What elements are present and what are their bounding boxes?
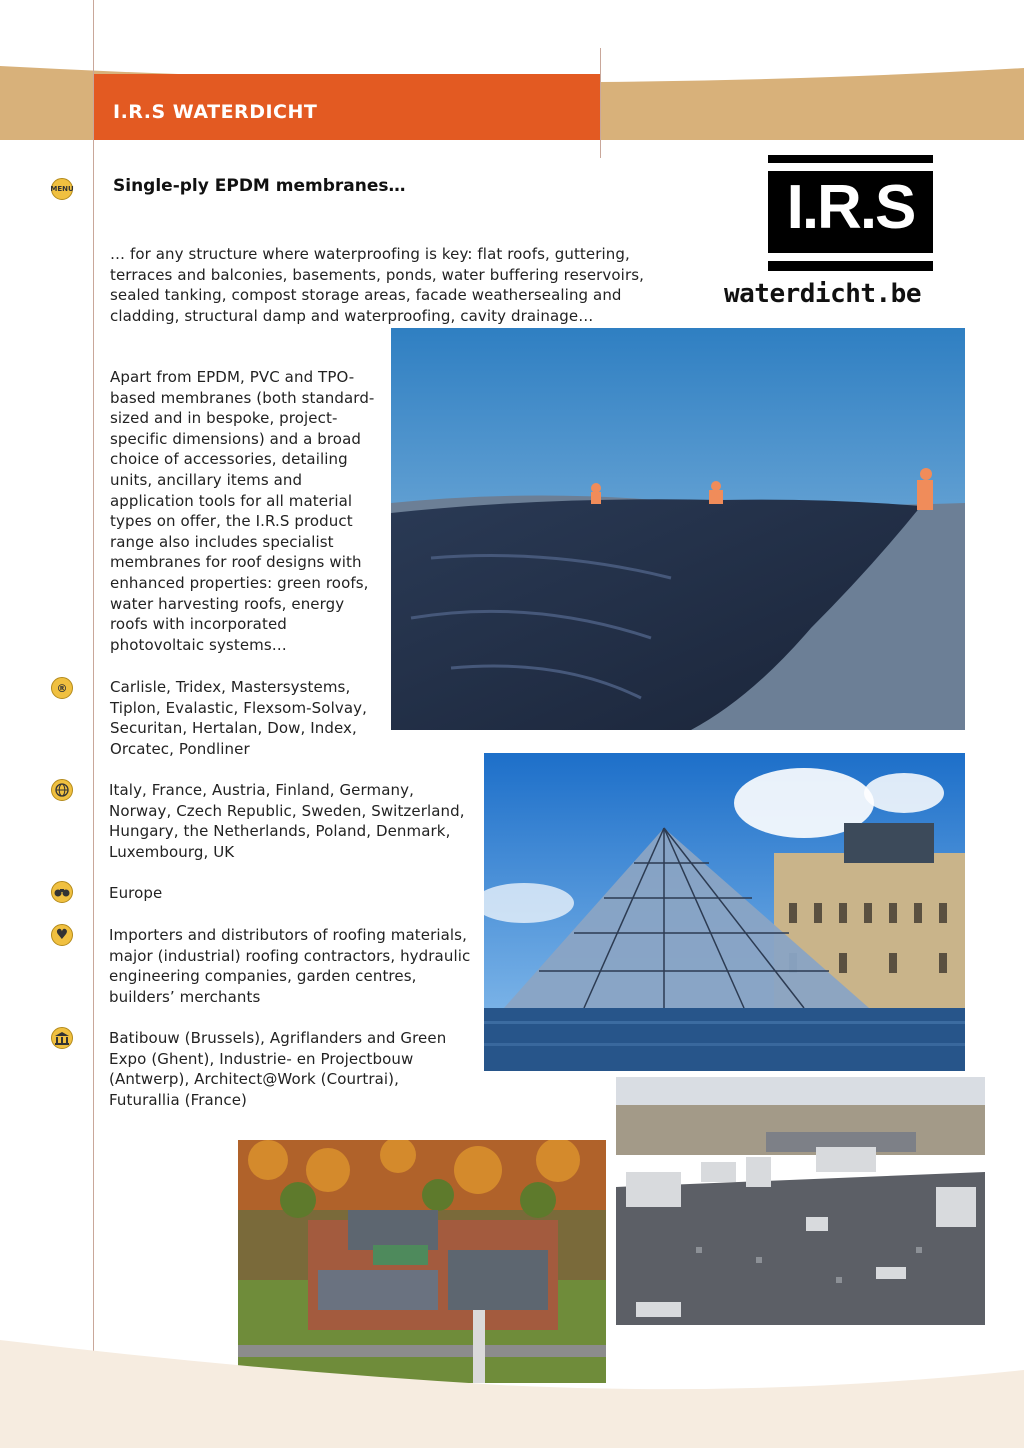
registered-icon: ®: [51, 677, 73, 699]
intro-paragraph: … for any structure where waterproofing is key: flat roofs, guttering, terraces and balconies, basements, ponds, water buffering reservoirs, sealed tanking, compost storage areas, facade weathersealing and cladding, structural damp and waterproofing, cavity drainage…: [110, 245, 644, 325]
footer-band: [0, 1330, 1024, 1448]
fairs-paragraph: Batibouw (Brussels), Agriflanders and Green Expo (Ghent), Industrie- en Projectbouw (Antwerp), Architect@Work (Courtrai), Futurallia (France): [109, 1029, 447, 1109]
product-range-paragraph: Apart from EPDM, PVC and TPO-based membranes (both standard-sized and in bespoke, project-specific dimensions) and a broad choice of accessories, detailing units, ancillary items and application tools for all material types on offer, the I.R.S product range also includes specialist membranes for roof designs with enhanced properties: green roofs, water harvesting roofs, energy roofs with incorporated photovoltaic systems…: [110, 368, 375, 654]
logo-mark: [768, 155, 933, 271]
header-title: I.R.S WATERDICHT: [113, 101, 318, 123]
page-subtitle: Single-ply EPDM membranes…: [113, 176, 406, 196]
museum-icon: [51, 1027, 73, 1049]
left-margin-line: [93, 0, 94, 1448]
binoculars-icon: [51, 881, 73, 903]
industrial-roof-photo: [616, 1077, 985, 1325]
glass-pyramid-photo: [484, 753, 965, 1071]
region-paragraph: Europe: [109, 884, 163, 902]
menu-icon: MENU: [51, 178, 73, 200]
logo-domain: waterdicht.be: [724, 279, 921, 309]
header-divider-line: [600, 48, 601, 158]
countries-paragraph: Italy, France, Austria, Finland, Germany, Norway, Czech Republic, Sweden, Switzerland, Hungary, the Netherlands, Poland, Denmark, Luxembourg, UK: [109, 781, 465, 861]
brands-paragraph: Carlisle, Tridex, Mastersystems, Tiplon, Evalastic, Flexsom-Solvay, Securitan, Hertalan, Dow, Index, Orcatec, Pondliner: [110, 678, 367, 758]
membrane-installation-photo: [391, 328, 965, 730]
heart-icon: ♥: [51, 924, 73, 946]
globe-icon: [51, 779, 73, 801]
header-band: [0, 0, 1024, 150]
irs-logo: [724, 155, 976, 309]
logo-letters: I.R.S: [786, 173, 915, 242]
customers-paragraph: Importers and distributors of roofing materials, major (industrial) roofing contractors, hydraulic engineering companies, garden centres, builders’ merchants: [109, 926, 471, 1006]
